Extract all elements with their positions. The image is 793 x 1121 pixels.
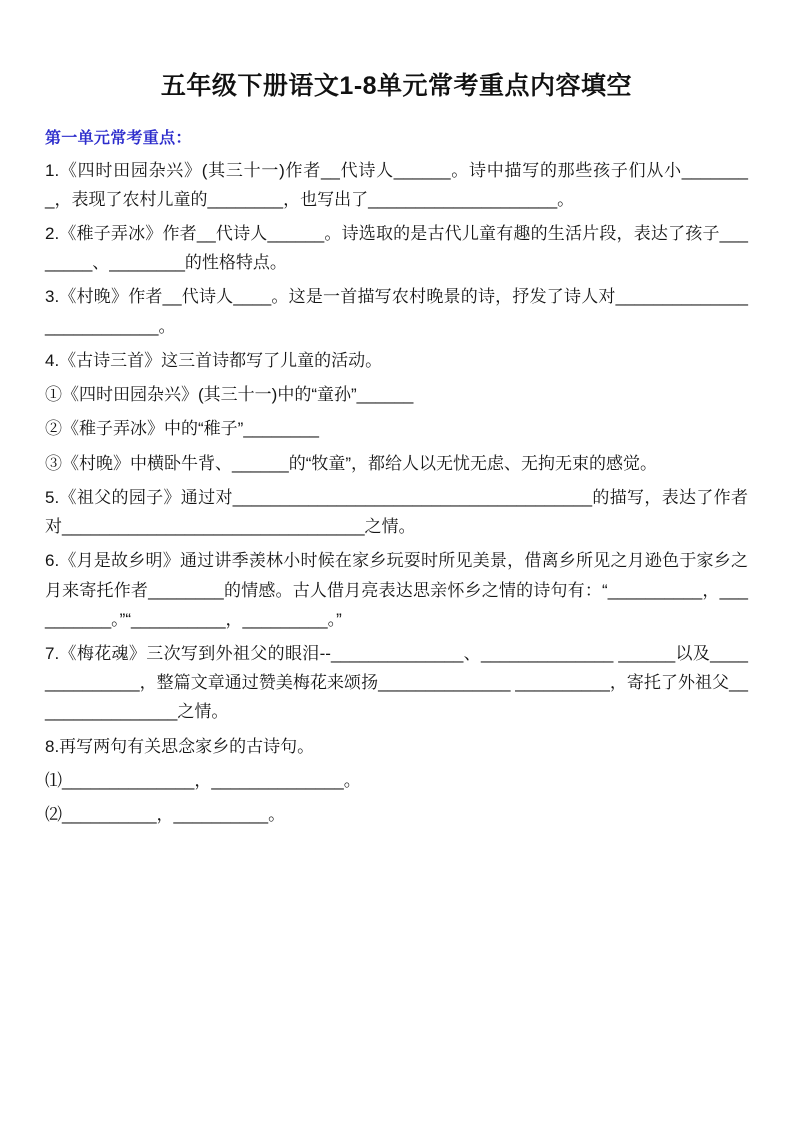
- question-1: 1.《四时田园杂兴》(其三十一)作者__代诗人______。诗中描写的那些孩子们从小________，表现了农村儿童的________，也写出了____________________。: [45, 160, 748, 209]
- question-4-item-3: ③《村晚》中横卧牛背、______的“牧童”，都给人以无忧无虑、无拘无束的感觉。: [45, 453, 658, 473]
- section-heading: 第一单元常考重点：: [45, 129, 192, 147]
- question-4: 4.《古诗三首》这三首诗都写了儿童的活动。: [45, 350, 383, 370]
- question-7: 7.《梅花魂》三次写到外祖父的眼泪--______________、______________ ______以及______________，整篇文章通过赞美梅花来颂扬______________ __________，寄托了外祖父________________之情。: [45, 644, 748, 722]
- question-2: 2.《稚子弄冰》作者__代诗人______。诗选取的是古代儿童有趣的生活片段，表达了孩子________、________的性格特点。: [45, 223, 748, 273]
- question-8-item-2: ⑵__________，__________。: [45, 805, 286, 825]
- page-title: 五年级下册语文1-8单元常考重点内容填空: [160, 72, 633, 100]
- question-8-item-1: ⑴______________，______________。: [45, 770, 361, 790]
- question-5: 5.《祖父的园子》通过对______________________________________的描写，表达了作者对________________________________之情。: [45, 487, 748, 537]
- question-4-item-1: ①《四时田园杂兴》(其三十一)中的“童孙”______: [45, 385, 414, 405]
- question-8: 8.再写两句有关思念家乡的古诗句。: [45, 736, 315, 756]
- question-4-item-2: ②《稚子弄冰》中的“稚子”________: [45, 419, 319, 439]
- question-3: 3.《村晚》作者__代诗人____。这是一首描写农村晚景的诗，抒发了诗人对__________________________。: [45, 287, 748, 336]
- question-6: 6.《月是故乡明》通过讲季羡林小时候在家乡玩耍时所见美景，借离乡所见之月逊色于家乡之月来寄托作者________的情感。古人借月亮表达思亲怀乡之情的诗句有：“__________，__________。”“__________，_________。”: [45, 551, 748, 629]
